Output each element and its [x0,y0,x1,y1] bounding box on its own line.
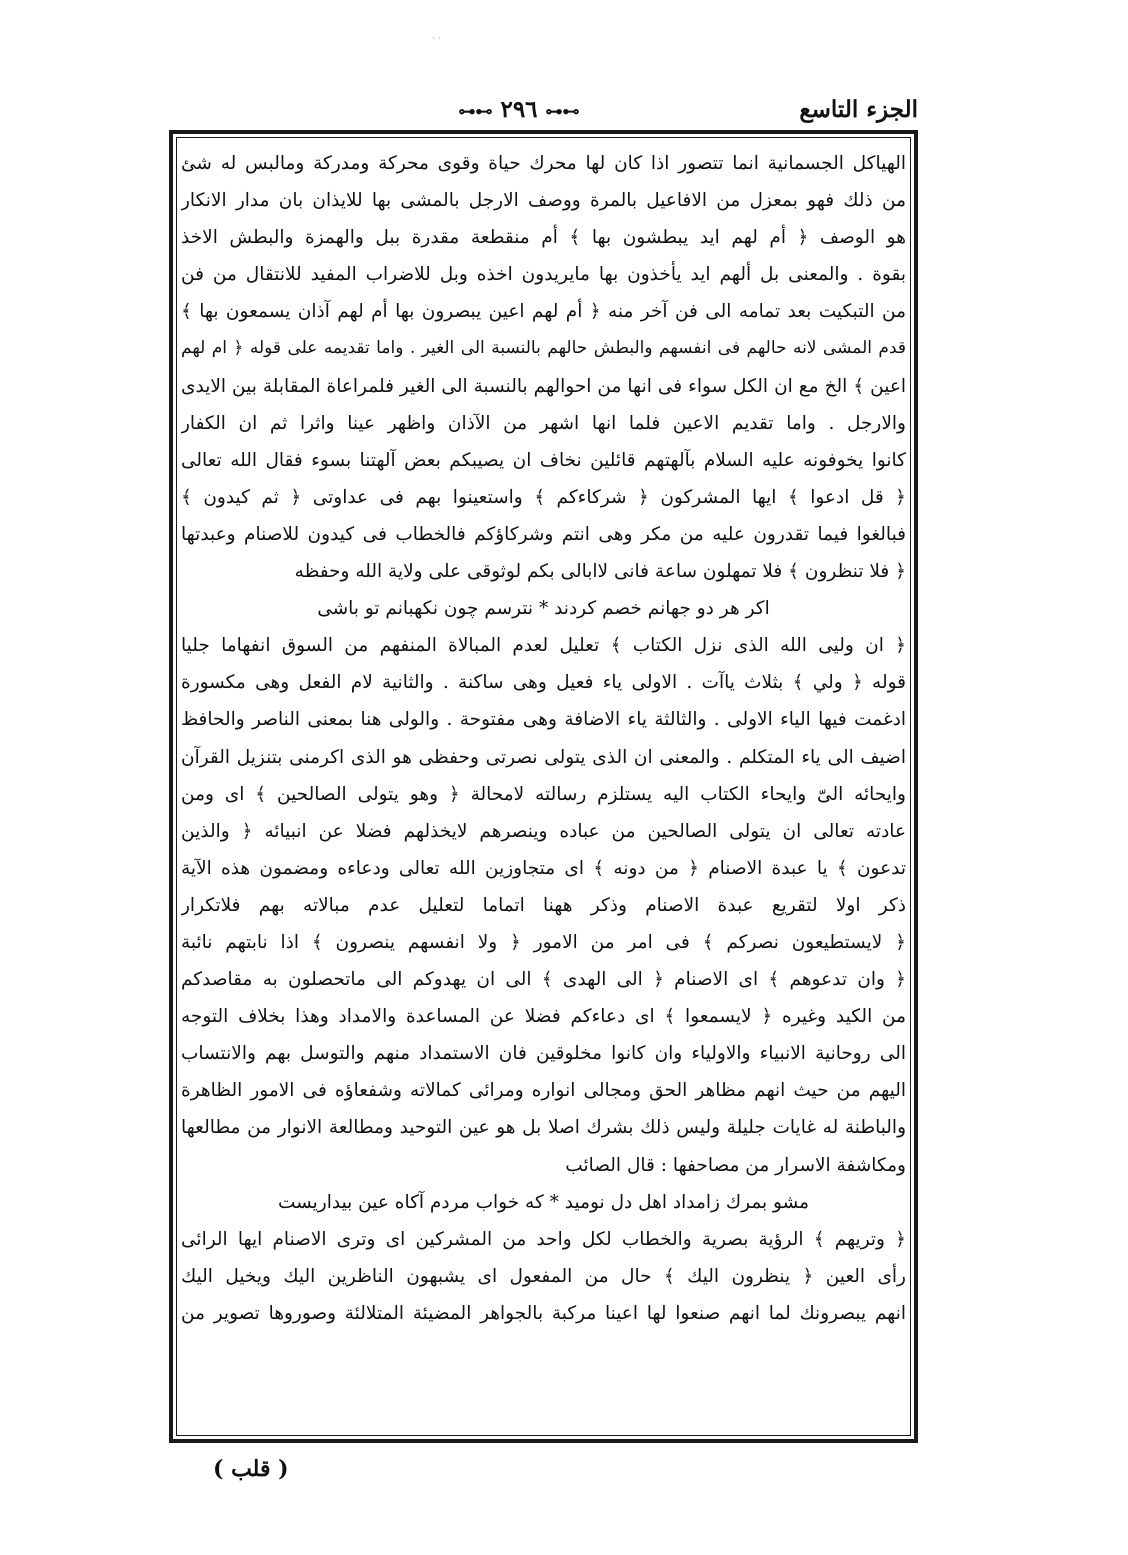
text-line: ﴿ ان وليى الله الذى نزل الكتاب ﴾ تعليل لعدم المبالاة المنفهم من السوق انفهاما جليا [181,635,906,657]
text-line: والارجل . واما تقديم الاعين فلما انها اشهر من الآذان واظهر عينا واثرا ثم ان الكفار [181,412,906,434]
text-line: عادته تعالى ان يتولى الصالحين من عباده وينصرهم لايخذلهم فضلا عن انبيائه ﴿ والذين [181,820,906,842]
text-line: اعين ﴾ الخ مع ان الكل سواء فى انها من احوالهم بالنسبة الى الغير فلمراعاة المقابلة بين الايدى [181,375,906,397]
body-text [181,145,906,1332]
text-line: اضيف الى ياء المتكلم . والمعنى ان الذى يتولى نصرتى وحفظى هو الذى اكرمنى بتنزيل القرآن [181,746,906,768]
text-line: كانوا يخوفونه عليه السلام بآلهتهم قائلين نخاف ان يصيبكم بعض آلهتنا بسوء فقال الله تعالى [181,449,906,471]
text-line: قوله ﴿ ولي ﴾ بثلاث ياآت . الاولى ياء فعيل وهى ساكنة . والثانية لام الفعل وهى مكسورة [181,672,906,694]
catchword: ( قلب ) [213,1456,289,1482]
text-line: وايحائه الىّ وايحاء الكتاب اليه يستلزم رسالته لامحالة ﴿ وهو يتولى الصالحين ﴾ اى ومن [181,783,906,805]
text-line: رأى العين ﴿ ينظرون اليك ﴾ حال من المفعول اى يشبهون الناظرين اليك ويخيل اليك [181,1265,906,1287]
text-line: قدم المشى لانه حالهم فى انفسهم والبطش حالهم بالنسبة الى الغير . واما تقديمه على قوله ﴿ ام لهم [181,338,906,359]
page-number-group [444,96,594,123]
text-line: الى روحانية الانبياء والاولياء وان كانوا مخلوقين فان الاستمداد منهم والتوسل بهم والانتساب [181,1043,906,1065]
text-line: ﴿ لايستطيعون نصركم ﴾ فى امر من الامور ﴿ ولا انفسهم ينصرون ﴾ اذا نابتهم نائبة [181,931,906,953]
text-line: ﴿ وان تدعوهم ﴾ اى الاصنام ﴿ الى الهدى ﴾ الى ان يهدوكم الى ماتحصلون به مقاصدكم [181,969,906,991]
text-line: من ذلك فهو بمعزل من الافاعيل بالمرة ووصف الارجل بالمشى بها للايذان بان مدار الانكار [181,190,906,212]
text-line: ﴿ وتريهم ﴾ الرؤية بصرية والخطاب لكل واحد من المشركين اى وترى الاصنام ايها الرائى [181,1228,906,1250]
scan-speck: · · [432,34,441,44]
text-line: اليهم من حيث انهم مظاهر الحق ومجالى انواره ومرائى كمالاته وشفعاؤه فى الامور الظاهرة [181,1080,906,1102]
text-line: الهياكل الجسمانية انما تتصور اذا كان لها محرك حياة وقوى محركة ومدركة ومالبس له شئ [181,153,906,174]
page-header [172,96,918,130]
ornament-left: ⊶⊷ [458,102,493,122]
text-line: من الكيد وغيره ﴿ لايسمعوا ﴾ اى دعاءكم فضلا عن المساعدة والامداد وهذا بخلاف التوجه [181,1006,906,1028]
text-line: بقوة . والمعنى بل ألهم ايد يأخذون بها مايريدون اخذه وبل للاضراب المفيد للانتقال من فن [181,264,906,286]
verse-line: اكر هر دو جهانم خصم كردند * نترسم چون نكهبانم تو باشى [317,598,770,620]
ornament-right: ⊶⊷ [545,102,580,122]
volume-label: الجزء التاسع [799,96,918,123]
text-line: ﴿ فلا تنظرون ﴾ فلا تمهلون ساعة فانى لاابالى بكم لوثوقى على ولاية الله وحفظه [294,561,906,583]
text-line: ادغمت فيها الياء الاولى . والثالثة ياء الاضافة وهى مفتوحة . والولى هنا بمعنى الناصر والحافظ [181,709,906,731]
text-frame [169,130,918,1443]
text-line: ذكر اولا لتقريع عبدة الاصنام وذكر ههنا اتماما لتعليل عدم مبالاته بهم فلاتكرار [181,894,906,916]
text-line: تدعون ﴾ يا عبدة الاصنام ﴿ من دونه ﴾ اى متجاوزين الله تعالى ودعاءه ومضمون هذه الآية [181,857,906,879]
text-line: هو الوصف ﴿ أم لهم ايد يبطشون بها ﴾ أم منقطعة مقدرة ببل والهمزة والبطش الاخذ [181,227,906,249]
text-line: فبالغوا فيما تقدرون عليه من مكر وهى انتم وشركاؤكم فالخطاب فى كيدون للاصنام وعبدتها [181,523,906,545]
text-line: من التبكيت بعد تمامه الى فن آخر منه ﴿ أم لهم اعين يبصرون بها أم لهم آذان يسمعون بها ﴾ [181,301,906,323]
text-line: انهم يبصرونك لما انهم صنعوا لها اعينا مركبة بالجواهر المضيئة المتلالئة وصوروها تصوير من [181,1302,906,1324]
text-line: والباطنة له غايات جليلة وليس ذلك بشرك اصلا بل هو عين التوحيد ومطالعة الانوار من مطالعها [181,1117,906,1139]
text-line: ﴿ قل ادعوا ﴾ ايها المشركون ﴿ شركاءكم ﴾ واستعينوا بهم فى عداوتى ﴿ ثم كيدون ﴾ [181,486,906,508]
text-line: ومكاشفة الاسرار من مصاحفها : قال الصائب [565,1154,906,1176]
page-number: ٢٩٦ [500,96,538,123]
verse-line: مشو بمرك زامداد اهل دل نوميد * كه خواب مردم آكاه عين بيداريست [277,1191,810,1213]
